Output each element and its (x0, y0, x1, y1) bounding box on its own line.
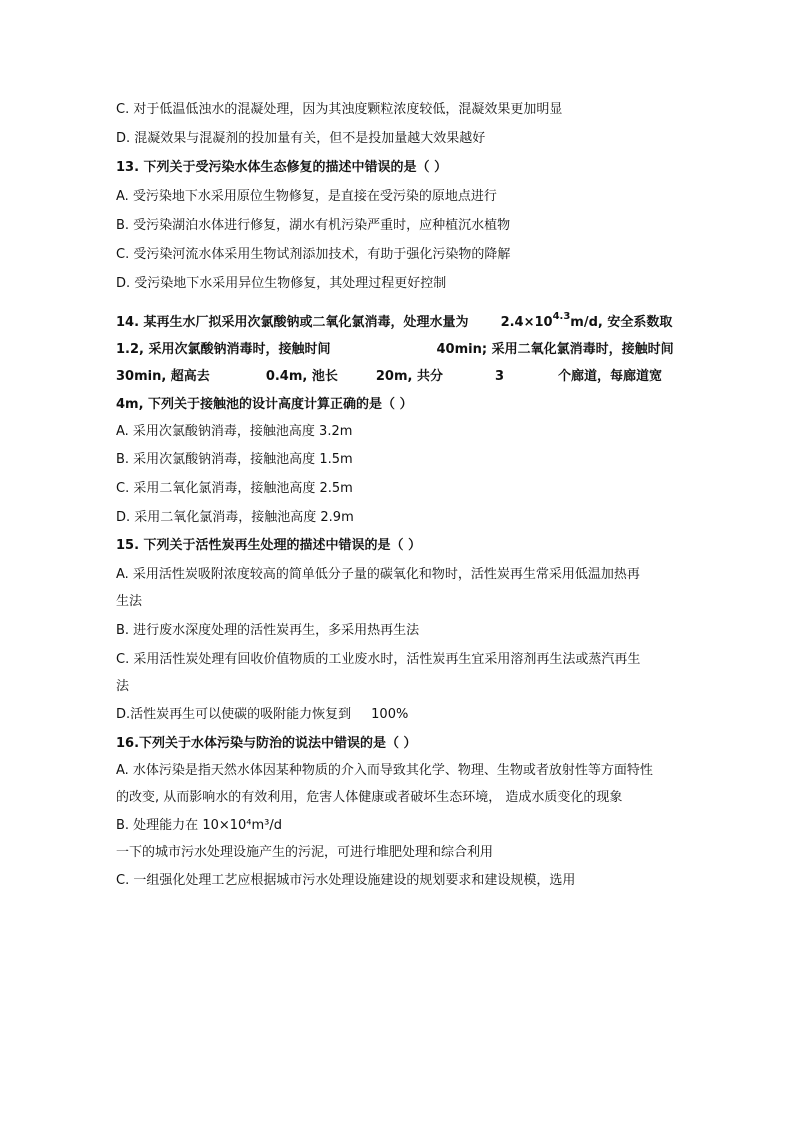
option-c-q15-line-2: 法 (116, 679, 130, 694)
option-a-q15-line-1: A. 采用活性炭吸附浓度较高的简单低分子量的碳氧化和物时，活性炭再生常采用低温加热再 (116, 567, 640, 582)
option-d-q12: D. 混凝效果与混凝剂的投加量有关，但不是投加量越大效果越好 (116, 131, 486, 146)
option-b-q14: B. 采用次氯酸钠消毒，接触池高度 1.5m (116, 452, 353, 467)
q14-line3-d: 3 (494, 369, 505, 384)
question-14-line-3 (116, 368, 662, 386)
option-a-q15-line-2: 生法 (116, 594, 143, 609)
option-b-q16-line-2: 一下的城市污水处理设施产生的污泥，可进行堆肥处理和综合利用 (116, 845, 494, 860)
option-c-q13: C. 受污染河流水体采用生物试剂添加技术，有助于强化污染物的降解 (116, 247, 511, 262)
option-b-q15: B. 进行废水深度处理的活性炭再生，多采用热再生法 (116, 623, 420, 638)
option-c-q12: C. 对于低温低浊水的混凝处理，因为其浊度颗粒浓度较低，混凝效果更加明显 (116, 102, 563, 117)
question-16: 16.下列关于水体污染与防治的说法中错误的是（ ） (116, 736, 417, 751)
option-d-q14: D. 采用二氧化氯消毒，接触池高度 2.9m (116, 510, 354, 525)
option-a-q16-line-2: 的改变, 从而影响水的有效利用，危害人体健康或者破坏生态环境， 造成水质变化的现象 (116, 790, 623, 805)
option-a-q13: A. 受污染地下水采用原位生物修复，是直接在受污染的原地点进行 (116, 189, 497, 204)
question-14-line-1 (116, 311, 673, 333)
q14-line2-b: 40min; 采用二氧化氯消毒时，接触时间 (436, 342, 674, 357)
option-d-q15 (116, 706, 408, 724)
option-c-q14: C. 采用二氧化氯消毒，接触池高度 2.5m (116, 481, 353, 496)
q14-line3-e: 个廊道，每廊道宽 (558, 369, 663, 384)
q14-flow-value: 2.4×10 (500, 315, 553, 330)
q14-line3-b: 0.4m, 池长 (265, 369, 338, 384)
question-14-line-4: 4m, 下列关于接触池的设计高度计算正确的是（ ） (116, 397, 413, 412)
question-15: 15. 下列关于活性炭再生处理的描述中错误的是（ ） (116, 538, 422, 553)
option-a-q16-line-1: A. 水体污染是指天然水体因某种物质的介入而导致其化学、物理、生物或者放射性等方面特性 (116, 763, 653, 778)
q14-text-1: 14. 某再生水厂拟采用次氯酸钠或二氧化氯消毒，处理水量为 (116, 315, 469, 330)
q14-line2-a: 1.2, 采用次氯酸钠消毒时，接触时间 (116, 342, 331, 357)
option-d-q13: D. 受污染地下水采用异位生物修复，其处理过程更好控制 (116, 276, 447, 291)
option-b-q16-line-1: B. 处理能力在 10×10⁴m³/d (116, 818, 283, 833)
question-14-line-2 (116, 341, 674, 359)
q15d-text: D.活性炭再生可以使碳的吸附能力恢复到 (116, 707, 352, 722)
question-13: 13. 下列关于受污染水体生态修复的描述中错误的是（ ） (116, 160, 448, 175)
option-c-q15-line-1: C. 采用活性炭处理有回收价值物质的工业废水时，活性炭再生宜采用溶剂再生法或蒸汽再生 (116, 652, 641, 667)
q14-line3-c: 20m, 共分 (375, 369, 443, 384)
option-a-q14: A. 采用次氯酸钠消毒，接触池高度 3.2m (116, 424, 353, 439)
q14-unit: m (570, 315, 584, 330)
q14-exponent: 4.3 (552, 311, 571, 322)
q14-text-2: /d, 安全系数取 (583, 315, 673, 330)
q15d-value: 100% (371, 707, 409, 722)
option-c-q16: C. 一组强化处理工艺应根据城市污水处理设施建设的规划要求和建设规模，选用 (116, 873, 576, 888)
q14-line3-a: 30min, 超高去 (116, 369, 210, 384)
option-b-q13: B. 受污染湖泊水体进行修复，湖水有机污染严重时，应种植沉水植物 (116, 218, 511, 233)
